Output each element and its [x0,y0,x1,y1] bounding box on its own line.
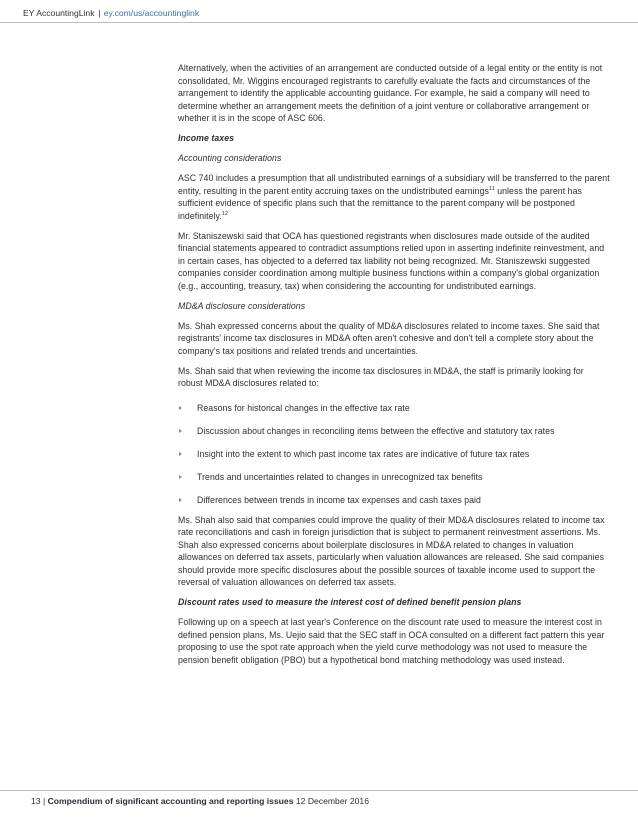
main-content [178,62,610,666]
income-taxes-heading: Income taxes [178,133,235,143]
list-item-text: Trends and uncertainties related to changes in unrecognized tax benefits [197,471,483,482]
header-brand: EY AccountingLink [23,8,95,18]
page-number: 13 [31,796,41,806]
triangle-bullet-icon [179,498,182,502]
asc740-paragraph [178,172,610,222]
triangle-bullet-icon [179,429,182,433]
shah-reviewing-paragraph: Ms. Shah said that when reviewing the income tax disclosures in MD&A, the staff is primarily looking for robust MD&A disclosures related to: [178,365,584,388]
triangle-bullet-icon [179,475,182,479]
publication-title: Compendium of significant accounting and reporting issues [47,796,294,806]
header-separator: | [98,8,101,18]
intro-paragraph: Alternatively, when the activities of an arrangement are conducted outside of a legal entity or the entity is not consolidated, Mr. Wiggins encouraged registrants to carefully evaluate the facts and circumstances of the arrangement to identify the applicable accounting guidance. For example, he said a company will need to determine whether an arrangement meets the definition of a joint venture or collaborative arrangement or whether it is in the scope of ASC 606. [178,63,603,123]
shah-concerns-paragraph: Ms. Shah expressed concerns about the quality of MD&A disclosures related to income taxes. She said that registrants' income tax disclosures in MD&A often aren't cohesive and don't tell a complete story about the company's tax positions and related trends and uncertainties. [178,320,600,356]
asc740-text-1: ASC 740 includes a presumption that all undistributed earnings of a subsidiary will be transferred to the parent entity, resulting in the parent entity accruing taxes on the undistributed earnings [178,173,610,196]
header-divider [0,22,638,23]
staniszewski-paragraph: Mr. Staniszewski said that OCA has questioned registrants when disclosures made outside of the audited financial statements appeared to contradict assumptions relied upon in asserting indefinite reinvestment, and in certain cases, has objected to a deferred tax liability not being recognized. Mr. Staniszewski suggested companies consider coordination among multiple business functions within a company's global organization (e.g., accounting, treasury, tax) when considering the accounting for undistributed earnings. [178,230,605,291]
footer-divider [0,790,638,791]
footnote-11[interactable]: 11 [488,185,495,192]
mda-heading: MD&A disclosure considerations [178,300,306,311]
triangle-bullet-icon [179,452,182,456]
footer-separator: | [42,796,46,806]
list-item [178,448,610,461]
list-item [178,402,610,415]
page-header [23,6,615,20]
discount-rates-heading: Discount rates used to measure the interest cost of defined benefit pension plans [178,597,522,608]
triangle-bullet-icon [179,406,182,410]
publication-date: 12 December 2016 [295,796,369,806]
footnote-12[interactable]: 12 [221,210,228,217]
list-item-text: Insight into the extent to which past income tax rates are indicative of future tax rates [197,448,530,459]
list-item-text: Reasons for historical changes in the effective tax rate [197,402,410,413]
list-item-text: Discussion about changes in reconciling items between the effective and statutory tax rates [197,425,555,436]
page-footer [31,795,611,807]
header-link[interactable]: ey.com/us/accountinglink [103,8,200,18]
shah-also-paragraph: Ms. Shah also said that companies could improve the quality of their MD&A disclosures related to income tax rate reconciliations and cash in foreign jurisdiction that is subject to permanent reinvestment assertions. Ms. Shah also expressed concerns about boilerplate disclosures in MD&A related to changes in valuation allowances on deferred tax assets, particularly when valuation allowances are released. She said companies should provide more specific disclosures about the possible sources of taxable income used to support the reversal of valuation allowances on deferred tax assets. [178,514,605,588]
uejio-paragraph: Following up on a speech at last year's Conference on the discount rate used to measure the interest cost in defined pension plans, Ms. Uejio said that the SEC staff in OCA consulted on a different fact pattern this year proposing to use the spot rate approach when the yield curve methodology was not used to measure the pension benefit obligation (PBO) but a hypothetical bond matching methodology was used instead. [178,617,605,665]
disclosure-bullet-list [178,402,610,507]
list-item-text: Differences between trends in income tax expenses and cash taxes paid [197,494,481,505]
list-item [178,471,610,484]
asc740-text-2: unless the parent has sufficient evidence of specific plans such that the remittance to the parent company will be postponed indefinitely. [178,185,582,221]
list-item [178,425,610,438]
accounting-considerations-heading: Accounting considerations [178,153,282,163]
list-item [178,494,610,507]
